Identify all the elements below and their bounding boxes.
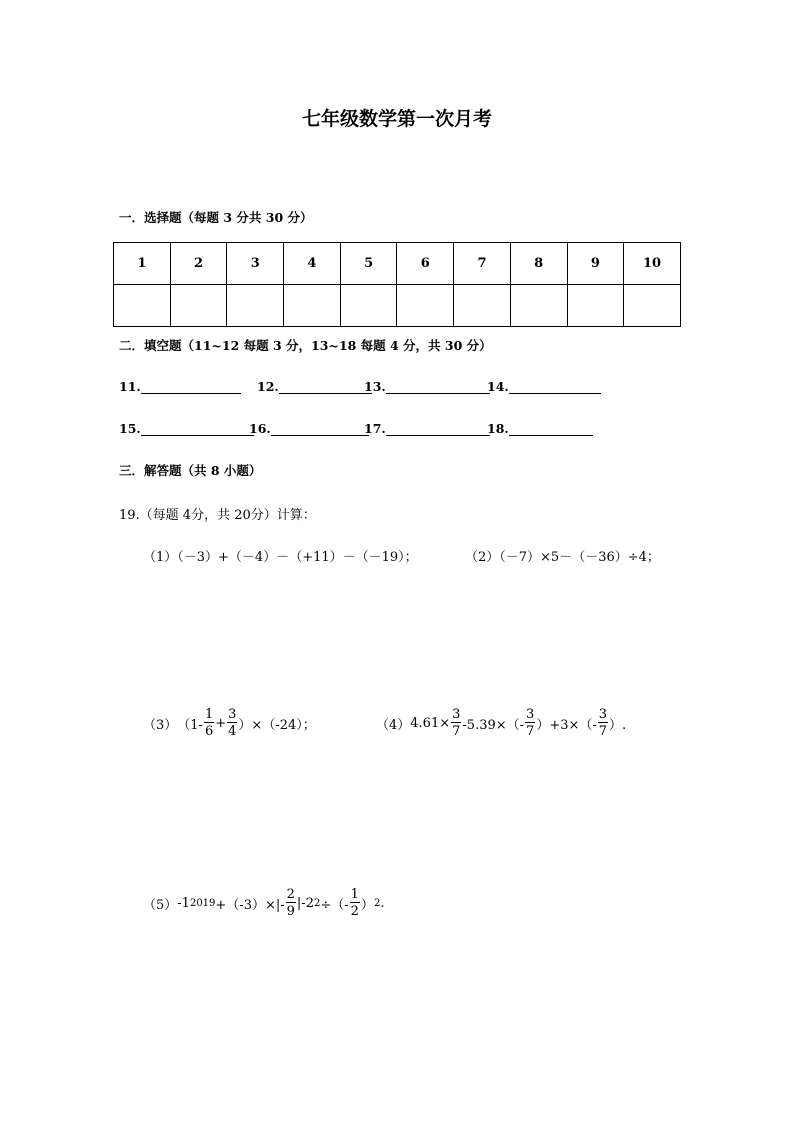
answer-line[interactable] [141,381,241,394]
expr-text: . [380,895,385,911]
blank-label: 12. [257,379,279,394]
answer-line[interactable] [279,381,372,394]
answer-cell[interactable] [510,285,567,327]
expr-text: |-2 [296,895,314,911]
blank-14 [487,379,601,394]
answer-col-header: 8 [510,243,567,285]
answer-table [113,242,681,327]
denominator: 7 [452,724,461,739]
denominator: 2 [350,904,359,919]
blank-label: 17. [364,421,386,436]
answer-col-header: 1 [114,243,171,285]
answer-cell[interactable] [114,285,171,327]
numerator: 1 [204,707,214,722]
answer-col-header: 5 [340,243,397,285]
section-3-heading: 三．解答题（共 8 小题） [119,463,262,478]
blank-13 [364,379,490,394]
expr-text: ） [360,897,374,913]
expr-text: ）. [609,717,627,733]
question-19-stem: 19.（每题 4分，共 20分）计算： [119,508,316,523]
answer-cell[interactable] [567,285,624,327]
problem-label: （4） [376,717,411,733]
denominator: 7 [598,724,608,739]
blank-label: 18. [487,421,509,436]
blank-label: 15. [119,421,141,436]
blank-17 [364,421,490,436]
problem-label: （5） [143,897,178,913]
answer-cell[interactable] [170,285,227,327]
expr-text: +（-3）×|- [215,897,285,913]
numerator: 2 [286,887,295,902]
numerator: 3 [228,707,237,722]
answer-cell[interactable] [340,285,397,327]
denominator: 4 [228,724,237,739]
expr-text: 4.61× [410,715,451,731]
denominator: 9 [286,904,295,919]
answer-col-header: 7 [454,243,511,285]
answer-line[interactable] [386,381,490,394]
answer-table-header-row [114,243,681,285]
blank-label: 16. [249,421,271,436]
blank-label: 11. [119,379,141,394]
answer-cell[interactable] [624,285,681,327]
numerator: 3 [452,707,461,722]
fraction [350,888,360,918]
problem-1: （1）（－3）+（－4）－（+11）－（－19）； [143,550,418,565]
page-title: 七年级数学第一次月考 [301,108,492,130]
answer-line[interactable] [509,423,593,436]
answer-col-header: 3 [227,243,284,285]
problem-label: （3） [143,717,178,733]
answer-table-answer-row [114,285,681,327]
expr-text: ÷（- [320,897,349,913]
blank-12 [257,379,372,394]
answer-cell[interactable] [397,285,454,327]
exponent: 2 [373,897,381,909]
problem-3 [143,708,316,738]
fraction [525,708,535,738]
answer-col-header: 2 [170,243,227,285]
answer-cell[interactable] [284,285,341,327]
problem-5 [143,888,384,918]
blank-18 [487,421,593,436]
expr-text: （1- [177,717,203,733]
blank-16 [249,421,369,436]
answer-col-header: 4 [284,243,341,285]
problem-2: （2）（－7）×5－（－36）÷4； [465,550,660,565]
fraction [227,708,237,738]
exponent: 2019 [189,897,216,909]
numerator: 3 [526,707,535,722]
fraction [598,708,608,738]
problem-4 [376,708,626,738]
answer-col-header: 6 [397,243,454,285]
numerator: 1 [350,887,359,902]
section-1-heading: 一．选择题（每题 3 分共 30 分） [119,210,313,225]
answer-line[interactable] [141,423,254,436]
expr-text: -1 [177,895,190,911]
answer-cell[interactable] [227,285,284,327]
answer-col-header: 9 [567,243,624,285]
blank-label: 13. [364,379,386,394]
expr-text: + [215,715,227,731]
denominator: 7 [526,724,535,739]
answer-line[interactable] [386,423,490,436]
blank-15 [119,421,254,436]
answer-line[interactable] [509,381,601,394]
fraction [286,888,296,918]
answer-line[interactable] [271,423,369,436]
fraction [204,708,214,738]
answer-cell[interactable] [454,285,511,327]
expr-text: ）+3×（- [536,717,597,733]
section-2-heading: 二．填空题（11~12 每题 3 分，13~18 每题 4 分，共 30 分） [119,338,492,353]
denominator: 6 [204,724,214,739]
answer-col-header: 10 [624,243,681,285]
expr-text: -5.39×（- [462,717,525,733]
expr-text: ）×（-24）； [238,717,316,733]
exponent: 2 [313,897,321,909]
fraction [451,708,461,738]
blank-11 [119,379,241,394]
numerator: 3 [598,707,608,722]
blank-label: 14. [487,379,509,394]
